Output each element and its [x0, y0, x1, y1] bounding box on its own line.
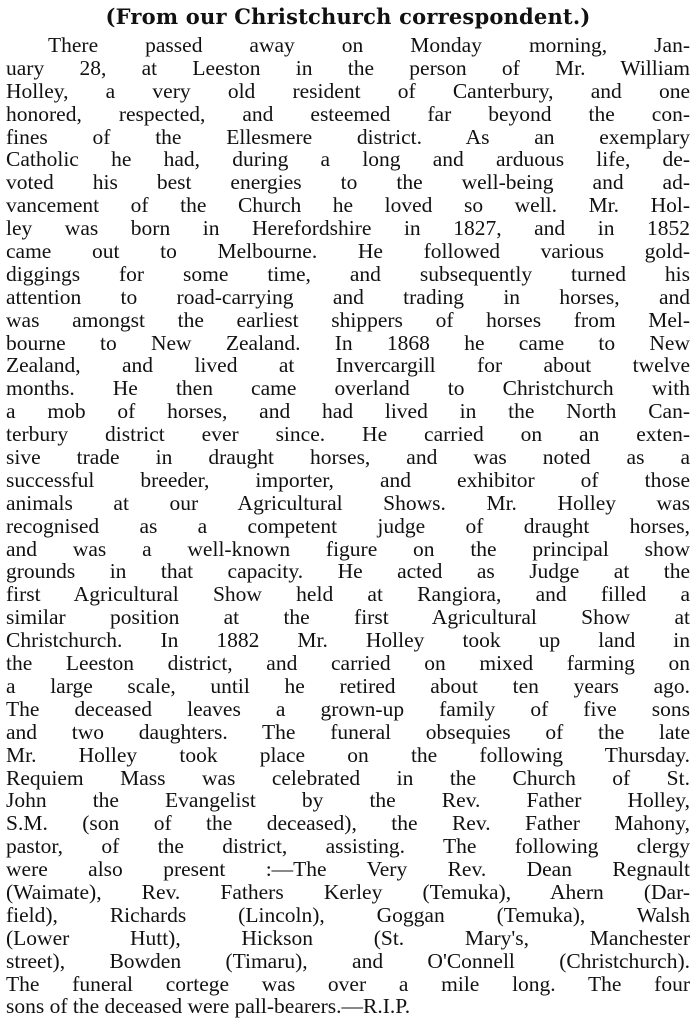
article-line: successful breeder, importer, and exhibitor of those — [6, 467, 690, 492]
article-line: Christchurch. In 1882 Mr. Holley took up land in — [6, 628, 690, 653]
article-line: months. He then came overland to Christchurch with — [6, 376, 690, 401]
article-line: (Waimate), Rev. Fathers Kerley (Temuka), Ahern (Dar- — [6, 879, 690, 904]
article-line: bourne to New Zealand. In 1868 he came to New — [6, 330, 690, 355]
article-line: uary 28, at Leeston in the person of Mr. William — [6, 55, 690, 80]
article-line: a mob of horses, and had lived in the North Can- — [6, 399, 690, 424]
article-line: diggings for some time, and subsequently turned his — [6, 261, 690, 286]
article-line: terbury district ever since. He carried on an exten- — [6, 422, 690, 447]
article-line: street), Bowden (Timaru), and O'Connell (Christchurch). — [6, 948, 690, 973]
article-line: vancement of the Church he loved so well. Mr. Hol- — [6, 193, 690, 218]
article-line: The funeral cortege was over a mile long. The four — [6, 971, 690, 996]
article-line: sons of the deceased were pall-bearers.—R.I.P. — [6, 994, 411, 1018]
article-heading: (From our Christchurch correspondent.) — [105, 4, 591, 29]
article-line: Zealand, and lived at Invercargill for about twelve — [6, 353, 690, 378]
article-line: Holley, a very old resident of Canterbury, and one — [6, 78, 690, 103]
article-line: Mr. Holley took place on the following Thursday. — [6, 742, 690, 767]
article-line: first Agricultural Show held at Rangiora, and filled a — [6, 582, 690, 607]
article-line: were also present :—The Very Rev. Dean Regnault — [6, 857, 690, 882]
article-line: recognised as a competent judge of draught horses, — [6, 513, 690, 538]
article-line: (Lower Hutt), Hickson (St. Mary's, Manchester — [6, 925, 690, 950]
article-line: attention to road-carrying and trading in horses, and — [6, 284, 690, 309]
article-line: pastor, of the district, assisting. The following clergy — [6, 834, 690, 859]
article-body — [6, 34, 690, 1018]
article-line: field), Richards (Lincoln), Goggan (Temuka), Walsh — [6, 902, 690, 927]
article-line: was amongst the earliest shippers of horses from Mel- — [6, 307, 690, 332]
article-line: a large scale, until he retired about ten years ago. — [6, 673, 690, 698]
article-line: grounds in that capacity. He acted as Judge at the — [6, 559, 690, 584]
article-line: fines of the Ellesmere district. As an exemplary — [6, 124, 690, 149]
article-line: voted his best energies to the well-being and ad- — [6, 170, 690, 195]
article-line: Catholic he had, during a long and arduous life, de- — [6, 147, 690, 172]
article-line: animals at our Agricultural Shows. Mr. Holley was — [6, 490, 690, 515]
article-line: came out to Melbourne. He followed various gold- — [6, 239, 690, 264]
article-line: honored, respected, and esteemed far beyond the con- — [6, 101, 690, 126]
article-line: ley was born in Herefordshire in 1827, and in 1852 — [6, 216, 690, 241]
article-line: The deceased leaves a grown-up family of five sons — [6, 696, 690, 721]
article-line: the Leeston district, and carried on mixed farming on — [6, 651, 690, 676]
article-line: Requiem Mass was celebrated in the Church of St. — [6, 765, 690, 790]
article-line: sive trade in draught horses, and was noted as a — [6, 445, 690, 470]
article-line: and two daughters. The funeral obsequies of the late — [6, 719, 690, 744]
article-line: and was a well-known figure on the principal show — [6, 536, 690, 561]
article-line: There passed away on Monday morning, Jan- — [48, 33, 690, 57]
article-line: similar position at the first Agricultural Show at — [6, 605, 690, 630]
article-line: S.M. (son of the deceased), the Rev. Father Mahony, — [6, 811, 690, 836]
article-line: John the Evangelist by the Rev. Father Holley, — [6, 788, 690, 813]
